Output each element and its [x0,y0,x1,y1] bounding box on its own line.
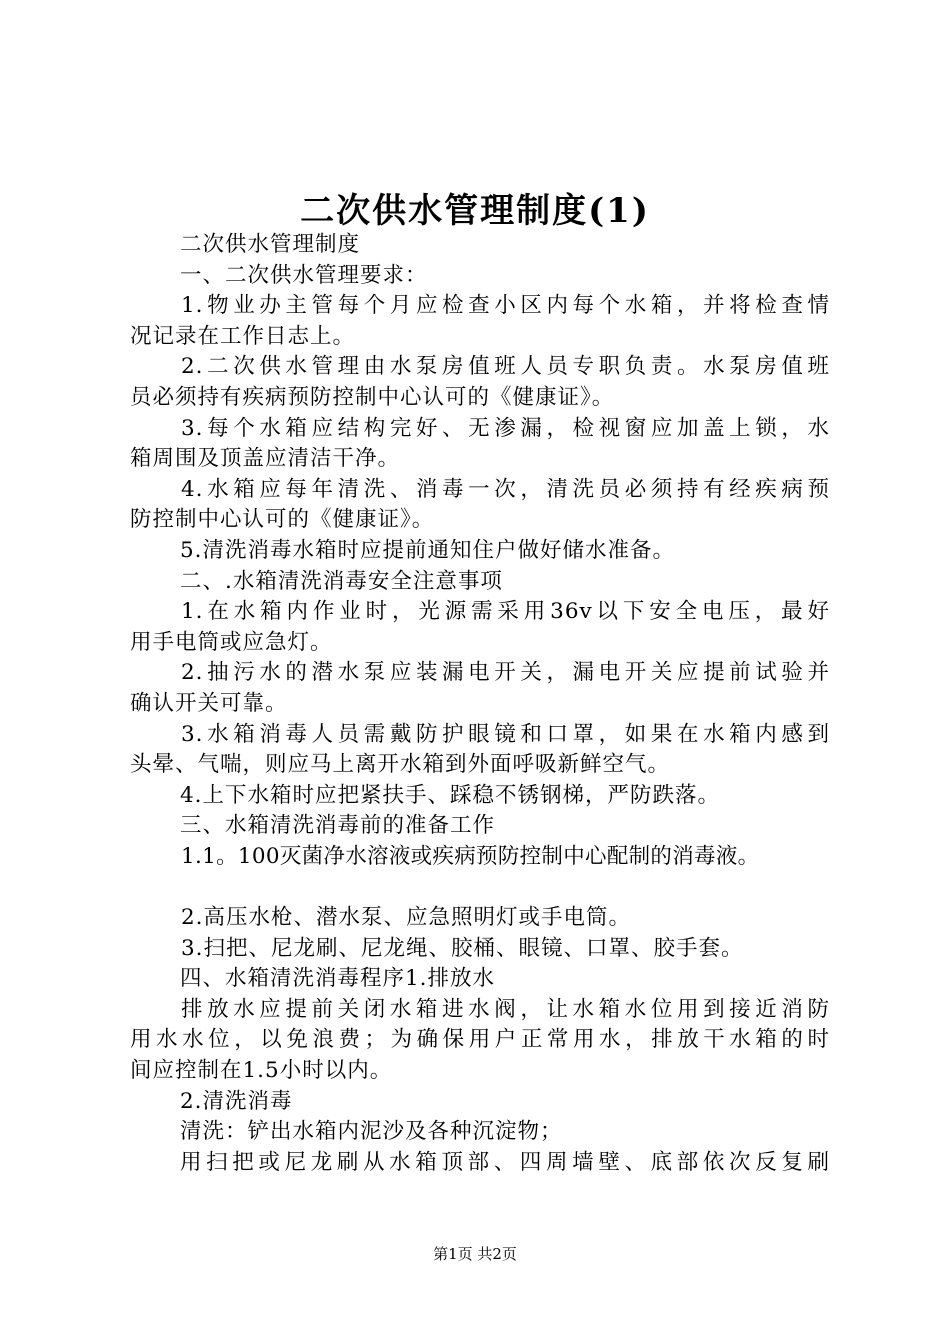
paragraph-line: 头晕、气喘，则应马上离开水箱到外面呼吸新鲜空气。 [130,752,671,778]
paragraph-line: 间应控制在1.5小时以内。 [130,1058,393,1084]
paragraph-line: 清洗：铲出水箱内泥沙及各种沉淀物； [180,1119,563,1145]
paragraph-line: 3.每个水箱应结构完好、无渗漏，检视窗应加盖上锁，水 [181,415,830,441]
paragraph-line: 一、二次供水管理要求： [180,262,428,288]
paragraph-line: 4.水箱应每年清洗、消毒一次，清洗员必须持有经疾病预 [181,476,830,502]
paragraph-line: 四、水箱清洗消毒程序1.排放水 [180,966,496,992]
paragraph-line: 4.上下水箱时应把紧扶手、踩稳不锈钢梯，严防跌落。 [180,782,721,808]
document-title: 二次供水管理制度(1) [300,191,650,231]
paragraph-line: 二、.水箱清洗消毒安全注意事项 [180,568,503,594]
paragraph-line: 况记录在工作日志上。 [130,323,356,349]
paragraph-line: 1.1。100灭菌净水溶液或疾病预防控制中心配制的消毒液。 [181,843,760,869]
paragraph-line: 箱周围及顶盖应清洁干净。 [130,446,401,472]
paragraph-line: 用手电筒或应急灯。 [130,629,333,655]
page-footer: 第1页 共2页 [433,1245,517,1263]
paragraph-line: 3.扫把、尼龙刷、尼龙绳、胶桶、眼镜、口罩、胶手套。 [181,935,744,961]
paragraph-line: 1.物业办主管每个月应检查小区内每个水箱，并将检查情 [181,293,830,319]
paragraph-line: 防控制中心认可的《健康证》。 [130,507,435,533]
paragraph-line: 2.二次供水管理由水泵房值班人员专职负责。水泵房值班 [181,354,830,380]
blank-line [130,872,830,903]
paragraph-line: 2.高压水枪、潜水泵、应急照明灯或手电筒。 [181,905,632,931]
paragraph-line: 员必须持有疾病预防控制中心认可的《健康证》。 [130,384,615,410]
paragraph-line: 2.清洗消毒 [180,1088,293,1114]
paragraph-line: 1.在水箱内作业时，光源需采用36v以下安全电压，最好 [181,599,830,625]
paragraph-line: 用扫把或尼龙刷从水箱顶部、四周墙壁、底部依次反复刷 [180,1149,830,1175]
paragraph-line: 用水水位，以免浪费；为确保用户正常用水，排放干水箱的时 [130,1027,830,1053]
paragraph-line: 排放水应提前关闭水箱进水阀，让水箱水位用到接近消防 [181,996,830,1022]
paragraph-line: 2.抽污水的潜水泵应装漏电开关，漏电开关应提前试验并 [181,660,830,686]
paragraph-line: 确认开关可靠。 [130,690,288,716]
paragraph-line: 三、水箱清洗消毒前的准备工作 [180,813,496,839]
paragraph-line: 3.水箱消毒人员需戴防护眼镜和口罩，如果在水箱内感到 [181,721,830,747]
document-body [130,230,830,1178]
paragraph-line: 5.清洗消毒水箱时应提前通知住户做好储水准备。 [180,537,676,563]
paragraph-line: 二次供水管理制度 [180,232,361,257]
